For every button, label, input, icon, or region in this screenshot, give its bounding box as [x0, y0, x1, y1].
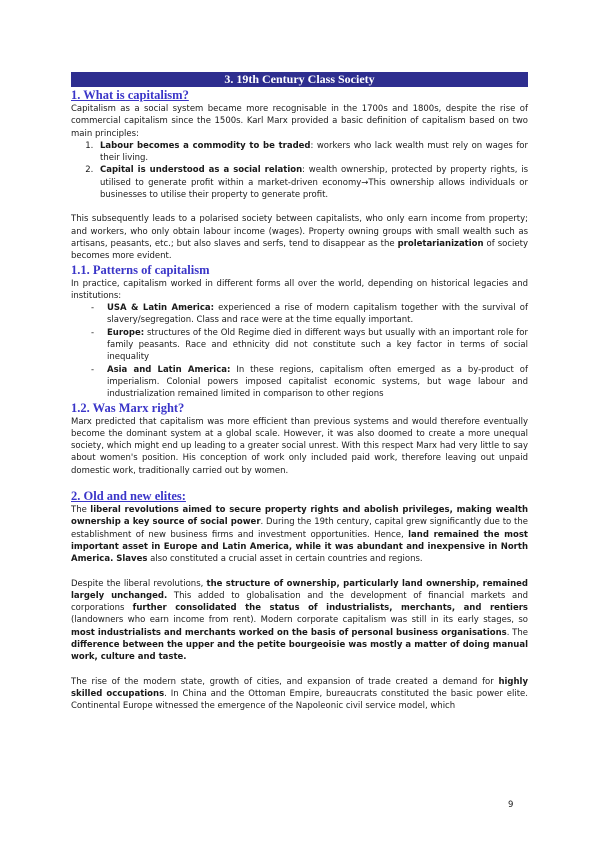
chapter-title: 3. 19th Century Class Society: [224, 72, 375, 86]
pattern-region: USA & Latin America:: [107, 303, 214, 314]
section-heading-what-is-capitalism: 1. What is capitalism?: [71, 88, 189, 102]
principle-item: [96, 164, 528, 201]
principle-text: : workers who lack wealth must rely on wages for their living.: [100, 140, 529, 164]
proletarianization-term: proletarianization: [397, 238, 484, 249]
principle-item: [96, 140, 528, 165]
pattern-item: - USA & Latin America: experienced a rise of modern capitalism together with the survival of slavery/segregation. Class and race were at the time equally important.: [91, 303, 528, 326]
pattern-text: experienced a rise of modern capitalism together with the survival of slavery/segregation. Class and race were at the time equally important.: [107, 303, 528, 326]
capitalism-intro-paragraph: Capitalism as a social system became more recognisable in the 1700s and 1800s, despite the rise of commercial capitalism since the 1500s. Karl Marx provided a basic definition of capitalism based on two main principles:: [71, 104, 528, 139]
principle-title: Capital is understood as a social relation: [100, 165, 303, 176]
elites-paragraph-1: The liberal revolutions aimed to secure property rights and abolish privileges, making wealth ownership a key source of social power. During the 19th century, capital grew significantly due to the establishment of new business firms and investment opportunities. Hence, land remained the most important asset in Europe and Latin America, while it was abundant and inexpensive in North America. Slaves also constituted a crucial asset in certain countries and regions.: [71, 505, 529, 565]
principle-title: Labour becomes a commodity to be traded: [100, 140, 311, 151]
elites-paragraph-2: Despite the liberal revolutions, the structure of ownership, particularly land ownership, remained largely unchanged. This added to globalisation and the development of financial markets and corporations further consolidated the status of industrialists, merchants, and rentiers (landowners who earn income from rent). Modern corporate capitalism was still in its early stages, so most industrialists and merchants worked on the basis of personal business organisations. The difference between the upper and the petite bourgeoisie was mostly a matter of doing manual work, culture and taste.: [71, 578, 529, 663]
patterns-list: [71, 302, 528, 400]
polarised-society-paragraph: This subsequently leads to a polarised society between capitalists, who only earn income from property; and workers, who only obtain labour income (wages). Property owning groups with small wealth such as artisans, peasants, etc.; but also slaves and serfs, tend to disappear as the proletarianization of society becomes more evident.: [71, 214, 529, 262]
pattern-region: Europe:: [107, 327, 145, 338]
patterns-intro-paragraph: In practice, capitalism worked in different forms all over the world, depending on historical legacies and institutions:: [71, 278, 528, 301]
page-content: [71, 72, 528, 712]
marx-principles-list: [71, 140, 528, 201]
pattern-item: - Europe: structures of the Old Regime died in different ways but usually with an important role for family peasants. Race and ethnicity did not constitute such a key factor in terms of social inequality: [91, 327, 528, 363]
section-heading-old-new-elites: 2. Old and new elites:: [71, 489, 186, 504]
page-number: 9: [508, 800, 514, 810]
section-heading-was-marx-right: 1.2. Was Marx right?: [71, 400, 185, 415]
pattern-region: Asia and Latin America:: [107, 364, 231, 375]
was-marx-right-paragraph: Marx predicted that capitalism was more efficient than previous systems and would therefore eventually become the dominant system at a global scale. However, it was also doomed to create a more unequal society, which might end up leading to a greater social unrest. With this respect Marx had very little to say about women's position. His conception of work only included paid work, therefore leaving out unpaid domestic work, traditionally carried out by women.: [71, 416, 528, 476]
pattern-text: structures of the Old Regime died in different ways but usually with an important role for family peasants. Race and ethnicity did not constitute such a key factor in terms of social inequality: [107, 327, 528, 363]
chapter-title-banner: [71, 72, 528, 87]
pattern-text: In these regions, capitalism often emerged as a by-product of imperialism. Colonial powers imposed capitalist economic systems, but wage labour and industrialization remained limited in comparison to other regions: [107, 364, 528, 400]
section-heading-patterns: 1.1. Patterns of capitalism: [71, 262, 210, 277]
pattern-item: - Asia and Latin America: In these regions, capitalism often emerged as a by-product of imperialism. Colonial powers imposed capitalist economic systems, but wage labour and industrialization remained limited in comparison to other regions: [91, 364, 528, 400]
elites-paragraph-3: The rise of the modern state, growth of cities, and expansion of trade created a demand for highly skilled occupations. In China and the Ottoman Empire, bureaucrats constituted the basic power elite. Continental Europe witnessed the emergence of the Napoleonic civil service model, which: [71, 676, 528, 712]
principle-text: : wealth ownership, protected by property rights, is utilised to generate profit within a market-driven economy→This ownership allows individuals or businesses to utilise their property to generate profit.: [100, 165, 529, 201]
